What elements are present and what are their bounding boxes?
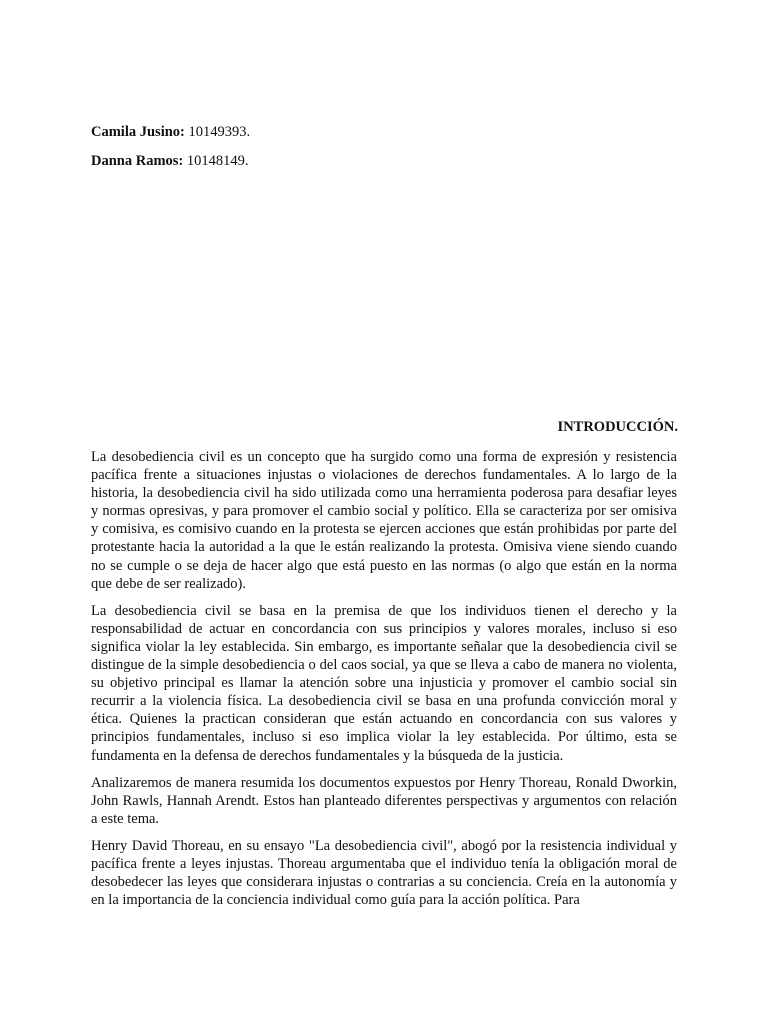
paragraph: La desobediencia civil se basa en la premisa de que los individuos tienen el derecho y la responsabilidad de actuar en concordancia con sus principios y valores morales, incluso si eso significa violar la ley establecida. Sin embargo, es importante señalar que la desobediencia civil se distingue de la simple desobediencia o del caos social, ya que se lleva a cabo de manera no violenta, su objetivo principal es llamar la atención sobre una injusticia y promover el cambio social sin recurrir a la violencia física. La desobediencia civil se basa en una profunda convicción moral y ética. Quienes la practican consideran que están actuando en concordancia con sus valores y principios fundamentales, incluso si eso implica violar la ley establecida. Por último, esta se fundamenta en la defensa de derechos fundamentales y la búsqueda de la justicia. xyxy=(91,602,677,764)
author-id: 10148149. xyxy=(186,153,249,169)
section-heading: INTRODUCCIÓN. xyxy=(557,419,678,435)
author-line-danna xyxy=(91,152,249,170)
author-line-camila xyxy=(91,123,250,141)
author-name: Camila Jusino: xyxy=(91,124,185,140)
paragraph: Henry David Thoreau, en su ensayo "La desobediencia civil", abogó por la resistencia individual y pacífica frente a leyes injustas. Thoreau argumentaba que el individuo tenía la obligación moral de desobedecer las leyes que considerara injustas o contrarias a su conciencia. Creía en la autonomía y en la importancia de la conciencia individual como guía para la acción política. Para xyxy=(91,837,677,909)
author-name: Danna Ramos: xyxy=(91,153,184,169)
paragraph: Analizaremos de manera resumida los documentos expuestos por Henry Thoreau, Ronald Dworkin, John Rawls, Hannah Arendt. Estos han planteado diferentes perspectivas y argumentos con relación a este tema. xyxy=(91,774,677,827)
author-id: 10149393. xyxy=(188,124,251,140)
body-text xyxy=(91,448,677,918)
paragraph: La desobediencia civil es un concepto que ha surgido como una forma de expresión y resistencia pacífica frente a situaciones injustas o violaciones de derechos fundamentales. A lo largo de la historia, la desobediencia civil ha sido utilizada como una herramienta poderosa para desafiar leyes y normas opresivas, y para promover el cambio social y político. Ella se caracteriza por ser omisiva y comisiva, es comisivo cuando en la protesta se ejercen acciones que están prohibidas por parte del protestante hacia la autoridad a la que le están realizando la protesta. Omisiva viene siendo cuando no se cumple o se deja de hacer algo que está puesto en las normas (o algo que están en la norma que debe de ser realizado). xyxy=(91,449,677,592)
